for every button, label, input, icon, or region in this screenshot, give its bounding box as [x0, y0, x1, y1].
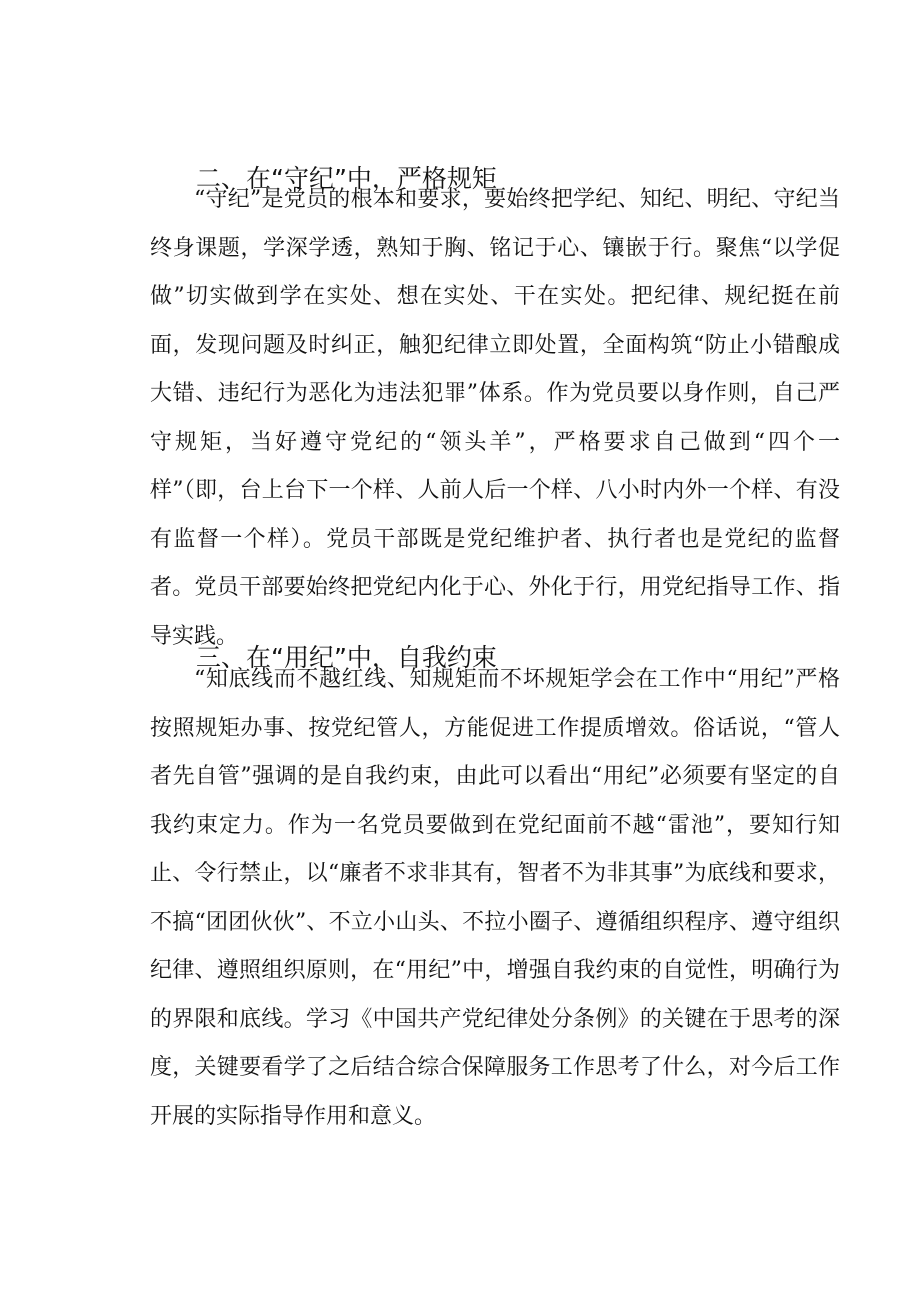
section-paragraph-shouji: “守纪”是党员的根本和要求，要始终把学纪、知纪、明纪、守纪当终身课题，学深学透，熟知于胸、铭记于心、镶嵌于行。聚焦“以学促做”切实做到学在实处、想在实处、干在实处。把纪律、规纪挺在前面，发现问题及时纠正，触犯纪律立即处置，全面构筑“防止小错酿成大错、违纪行为恶化为违法犯罪”体系。作为党员要以身作则，自己严守规矩，当好遵守党纪的“领头羊”，严格要求自己做到“四个一样”（即，台上台下一个样、人前人后一个样、八小时内外一个样、有没有监督一个样）。党员干部既是党纪维护者、执行者也是党纪的监督者。党员干部要始终把党纪内化于心、外化于行，用党纪指导工作、指导实践。: [150, 187, 840, 649]
section-paragraph-yongji: “知底线而不越红线、知规矩而不坏规矩学会在工作中“用纪”严格按照规矩办事、按党纪管人，方能促进工作提质增效。俗话说，“管人者先自管”强调的是自我约束，由此可以看出“用纪”必须要有坚定的自我约束定力。作为一名党员要做到在党纪面前不越“雷池”，要知行知止、令行禁止，以“廉者不求非其有，智者不为非其事”为底线和要求，不搞“团团伙伙”、不立小山头、不拉小圈子、遵循组织程序、遵守组织纪律、遵照组织原则，在“用纪”中，增强自我约束的自觉性，明确行为的界限和底线。学习《中国共产党纪律处分条例》的关键在于思考的深度，关键要看学了之后结合综合保障服务工作思考了什么，对今后工作开展的实际指导作用和意义。: [150, 667, 840, 1129]
section-heading-yongji: 三、在“用纪”中，自我约束: [196, 643, 497, 672]
section-heading-shouji: 二、在“守纪”中，严格规矩: [196, 164, 497, 193]
